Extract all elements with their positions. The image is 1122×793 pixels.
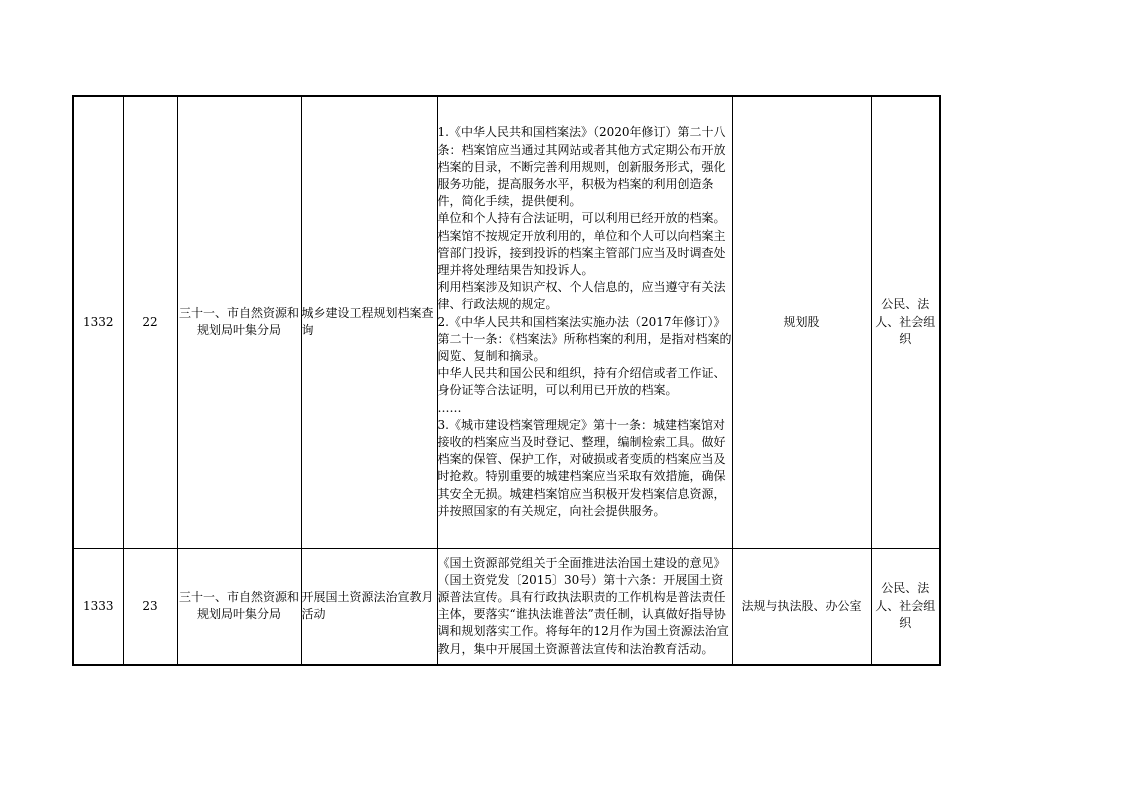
table-row [73, 548, 940, 665]
basis-paragraph: 1.《中华人民共和国档案法》（2020年修订）第二十八条：档案馆应当通过其网站或者其他方式定期公布开放档案的目录，不断完善利用规则，创新服务形式，强化服务功能，提高服务水平，积极为档案的利用创造条件，简化手续，提供便利。 [437, 125, 726, 209]
sub-seq-cell: 22 [123, 96, 177, 548]
legal-basis-cell [437, 96, 732, 548]
basis-paragraph: 3.《城市建设档案管理规定》第十一条：城建档案馆对接收的档案应当及时登记、整理，编制检索工具。做好档案的保管、保护工作，对破损或者变质的档案应当及时抢救。特别重要的城建档案应当采取有效措施，确保其安全无损。城建档案馆应当积极开发档案信息资源，并按照国家的有关规定，向社会提供服务。 [437, 417, 726, 518]
item-name-cell: 开展国土资源法治宣教月活动 [301, 548, 437, 665]
service-object-cell: 公民、法人、社会组织 [871, 548, 940, 665]
legal-basis-cell [437, 548, 732, 665]
item-table [72, 95, 941, 666]
item-name-cell: 城乡建设工程规划档案查询 [301, 96, 437, 548]
basis-ellipsis: …… [437, 400, 462, 415]
basis-paragraph: 《国土资源部党组关于全面推进法治国土建设的意见》（国土资党发〔2015〕30号）第十六条：开展国土资源普法宣传。具有行政执法职责的工作机构是普法责任主体，要落实“谁执法谁普法”责任制，认真做好指导协调和规划落实工作。将每年的12月作为国土资源法治宣教月，集中开展国土资源普法宣传和法治教育活动。 [437, 555, 729, 656]
table-row [73, 96, 940, 548]
basis-paragraph: 2.《中华人民共和国档案法实施办法（2017年修订）》第二十一条：《档案法》所称档案的利用，是指对档案的阅览、复制和摘录。 [437, 314, 732, 364]
service-object-cell: 公民、法人、社会组织 [871, 96, 940, 548]
responsible-unit-cell: 规划股 [732, 96, 871, 548]
basis-paragraph: 中华人民共和国公民和组织，持有介绍信或者工作证、身份证等合法证明，可以利用已开放的档案。 [437, 366, 726, 398]
basis-paragraph: 单位和个人持有合法证明，可以利用已经开放的档案。档案馆不按规定开放利用的，单位和个人可以向档案主管部门投诉，接到投诉的档案主管部门应当及时调查处理并将处理结果告知投诉人。 [437, 211, 726, 278]
department-cell: 三十一、市自然资源和规划局叶集分局 [177, 548, 301, 665]
sub-seq-cell: 23 [123, 548, 177, 665]
basis-paragraph: 利用档案涉及知识产权、个人信息的，应当遵守有关法律、行政法规的规定。 [437, 280, 726, 312]
responsible-unit-cell: 法规与执法股、办公室 [732, 548, 871, 665]
seq-cell: 1332 [73, 96, 123, 548]
seq-cell: 1333 [73, 548, 123, 665]
department-cell: 三十一、市自然资源和规划局叶集分局 [177, 96, 301, 548]
